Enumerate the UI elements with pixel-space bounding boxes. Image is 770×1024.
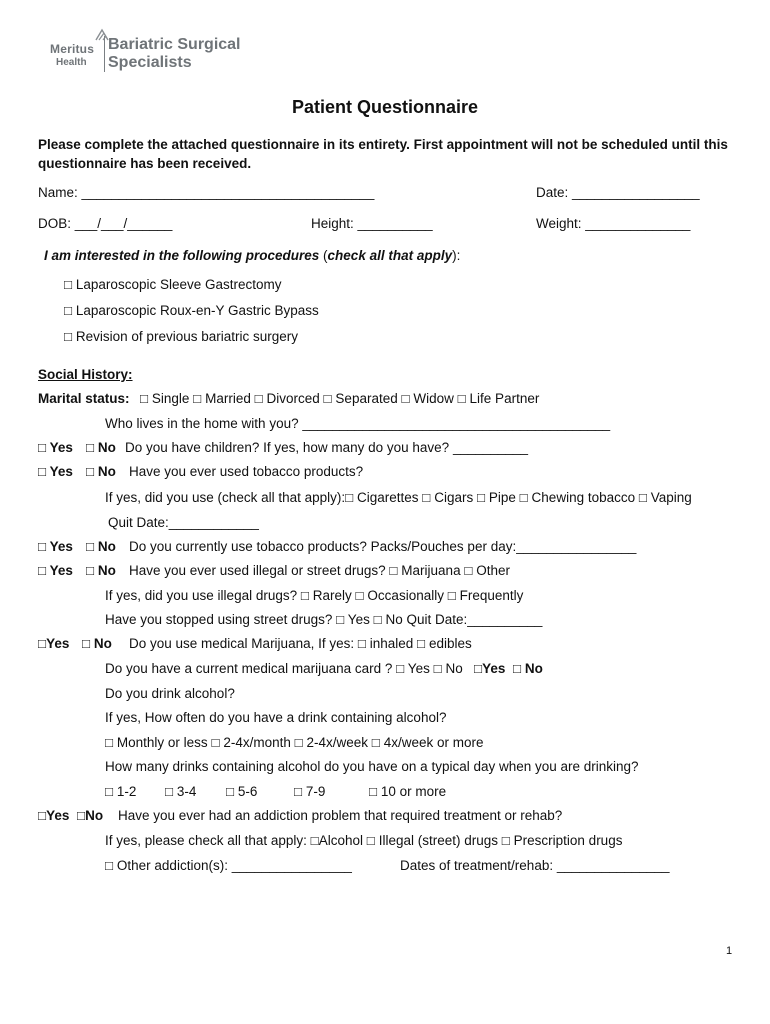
tobacco-types[interactable]: If yes, did you use (check all that apply):□ Cigarettes □ Cigars □ Pipe □ Chewing tobacco □ Vaping [105, 490, 692, 505]
marital-status-options[interactable]: □ Single □ Married □ Divorced □ Separated □ Widow □ Life Partner [140, 391, 540, 406]
marijuana-card-question[interactable]: Do you have a current medical marijuana card ? □ Yes □ No [105, 661, 463, 676]
current-tobacco-yes-checkbox[interactable]: □ Yes [38, 539, 73, 554]
procedure-option[interactable]: □ Laparoscopic Sleeve Gastrectomy [64, 277, 282, 292]
social-history-heading: Social History: [38, 367, 133, 382]
marijuana-question[interactable]: Do you use medical Marijuana, If yes: □ inhaled □ edibles [129, 636, 472, 651]
logo-sub: Health [56, 57, 87, 68]
marijuana-yes-checkbox[interactable]: □Yes [38, 636, 70, 651]
other-addiction-field[interactable]: □ Other addiction(s): ________________ [105, 858, 352, 873]
marijuana-no-checkbox[interactable]: □ No [82, 636, 112, 651]
name-field[interactable]: Name: _______________________________________ [38, 185, 375, 200]
drinks-option[interactable]: □ 5-6 [226, 784, 258, 799]
addiction-question: Have you ever had an addiction problem that required treatment or rehab? [118, 808, 563, 823]
addiction-yes-checkbox[interactable]: □Yes [38, 808, 70, 823]
marijuana-card-row [105, 662, 543, 676]
marijuana-card-yes-checkbox[interactable]: □Yes [474, 661, 506, 676]
drugs-frequency[interactable]: If yes, did you use illegal drugs? □ Rarely □ Occasionally □ Frequently [105, 588, 524, 603]
dob-field[interactable]: DOB: ___/___/______ [38, 216, 173, 231]
procedure-option[interactable]: □ Laparoscopic Roux-en-Y Gastric Bypass [64, 303, 319, 318]
alcohol-question: Do you drink alcohol? [105, 686, 235, 701]
children-yes-checkbox[interactable]: □ Yes [38, 440, 73, 455]
treatment-dates-field[interactable]: Dates of treatment/rehab: _______________ [400, 858, 670, 873]
date-field[interactable]: Date: _________________ [536, 185, 700, 200]
procedures-lead-text: I am interested in the following procedures [44, 248, 320, 263]
procedures-lead-open: ( [319, 248, 328, 263]
page-number: 1 [726, 945, 733, 957]
procedures-lead [44, 249, 460, 263]
addiction-types[interactable]: If yes, please check all that apply: □Alcohol □ Illegal (street) drugs □ Prescription drugs [105, 833, 623, 848]
procedures-lead-close: ): [452, 248, 461, 263]
tobacco-no-checkbox[interactable]: □ No [86, 464, 116, 479]
page-title: Patient Questionnaire [291, 97, 479, 117]
tobacco-yes-checkbox[interactable]: □ Yes [38, 464, 73, 479]
marijuana-card-no-checkbox[interactable]: □ No [512, 661, 543, 676]
alcohol-often-question: If yes, How often do you have a drink containing alcohol? [105, 710, 447, 725]
height-field[interactable]: Height: __________ [311, 216, 433, 231]
tobacco-question: Have you ever used tobacco products? [129, 464, 364, 479]
who-lives-field[interactable]: Who lives in the home with you? _________________________________________ [105, 416, 611, 431]
addiction-no-checkbox[interactable]: □No [77, 808, 104, 823]
procedure-option[interactable]: □ Revision of previous bariatric surgery [64, 329, 298, 344]
logo-name-line1: Bariatric Surgical [108, 36, 241, 53]
intro-text: Please complete the attached questionnaire in its entirety. First appointment will not be scheduled until this questionnaire has been received. [38, 137, 728, 171]
current-tobacco-no-checkbox[interactable]: □ No [86, 539, 116, 554]
current-tobacco-question[interactable]: Do you currently use tobacco products? Packs/Pouches per day:________________ [129, 539, 637, 554]
drinks-option[interactable]: □ 1-2 [105, 784, 137, 799]
procedures-lead-check: check all that apply [327, 248, 453, 263]
drinks-option[interactable]: □ 7-9 [294, 784, 326, 799]
children-no-checkbox[interactable]: □ No [86, 440, 116, 455]
drugs-question[interactable]: Have you ever used illegal or street drugs? □ Marijuana □ Other [129, 563, 510, 578]
drugs-yes-checkbox[interactable]: □ Yes [38, 563, 73, 578]
drugs-stopped[interactable]: Have you stopped using street drugs? □ Yes □ No Quit Date:__________ [105, 612, 543, 627]
alcohol-frequency[interactable]: □ Monthly or less □ 2-4x/month □ 2-4x/week □ 4x/week or more [105, 735, 484, 750]
children-question[interactable]: Do you have children? If yes, how many do you have? __________ [125, 440, 529, 455]
logo-brand: Meritus [50, 42, 95, 56]
quit-date-field[interactable]: Quit Date:____________ [108, 515, 259, 530]
weight-field[interactable]: Weight: ______________ [536, 216, 691, 231]
drinks-option[interactable]: □ 10 or more [369, 784, 447, 799]
logo-divider [104, 36, 105, 72]
drinks-option[interactable]: □ 3-4 [165, 784, 197, 799]
logo-name-line2: Specialists [108, 54, 192, 71]
logo [44, 28, 244, 76]
alcohol-amount-question: How many drinks containing alcohol do you have on a typical day when you are drinking? [105, 759, 639, 774]
marital-status-label: Marital status: [38, 391, 130, 406]
drugs-no-checkbox[interactable]: □ No [86, 563, 116, 578]
